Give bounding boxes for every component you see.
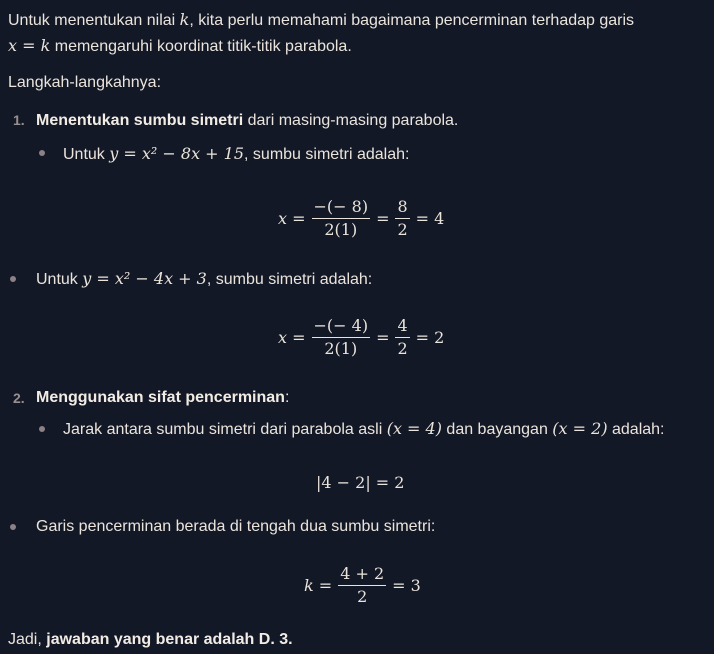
bullet — [10, 276, 16, 282]
step-2-title: Menggunakan sifat pencerminan: — [36, 389, 290, 406]
equation-axis-1: x = $\frac{-(- 8)}{2(1)}$ = $\frac{8}{2}$ = 4 — [278, 197, 445, 239]
intro-line-2: x = k memengaruhi koordinat titik-titik parabola. — [8, 36, 352, 55]
equation-k: k = $\frac{4 + 2}{2}$ = 3 — [304, 564, 421, 606]
step-2-number: 2. — [13, 390, 25, 406]
step-1-number: 1. — [13, 112, 25, 128]
bullet — [39, 426, 45, 432]
bullet — [39, 150, 45, 156]
fraction: $\frac{8}{2}$ — [397, 197, 408, 239]
step-1-bullet-2: Untuk y = x² − 4x + 3, sumbu simetri adalah: — [36, 269, 373, 288]
equation-axis-2: x = $\frac{-(- 4)}{2(1)}$ = $\frac{4}{2}$ = 2 — [278, 316, 445, 358]
step-1-title: Menentukan sumbu simetri dari masing-masing parabola. — [36, 112, 459, 129]
bullet — [10, 524, 16, 530]
fraction: $\frac{4 + 2}{2}$ — [340, 564, 385, 606]
equation-distance: |4 − 2| = 2 — [316, 473, 405, 492]
fraction: $\frac{-(- 4)}{2(1)}$ — [313, 316, 369, 358]
intro-line-1: Untuk menentukan nilai k, kita perlu memahami bagaimana pencerminan terhadap garis — [8, 10, 635, 29]
step-2-bullet-1: Jarak antara sumbu simetri dari parabola asli (x = 4) dan bayangan (x = 2) adalah: — [63, 419, 665, 438]
fraction: $\frac{-(- 8)}{2(1)}$ — [313, 197, 369, 239]
fraction: $\frac{4}{2}$ — [397, 316, 408, 358]
step-1-bullet-1: Untuk y = x² − 8x + 15, sumbu simetri adalah: — [63, 144, 410, 163]
steps-heading: Langkah-langkahnya: — [8, 74, 162, 91]
conclusion: Jadi, jawaban yang benar adalah D. 3. — [8, 631, 293, 648]
step-2-bullet-2: Garis pencerminan berada di tengah dua sumbu simetri: — [36, 518, 436, 535]
